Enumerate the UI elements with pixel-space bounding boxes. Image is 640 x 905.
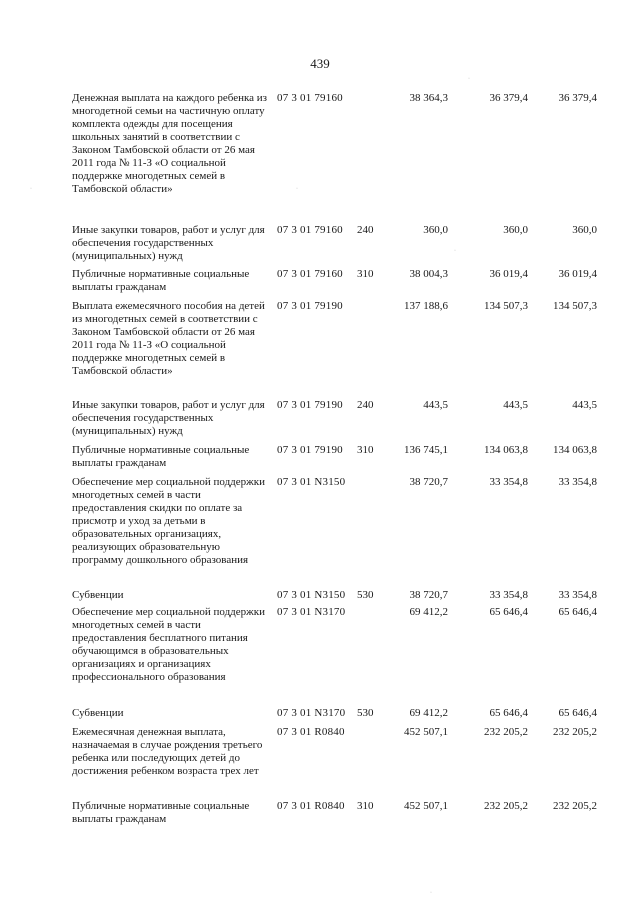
row-value-3: 232 205,2 bbox=[553, 800, 597, 812]
table-row bbox=[0, 268, 640, 300]
row-expense-type: 530 bbox=[357, 707, 374, 719]
table-row bbox=[0, 800, 640, 830]
row-value-3: 65 646,4 bbox=[558, 707, 597, 719]
row-value-3: 443,5 bbox=[572, 399, 597, 411]
row-value-3: 65 646,4 bbox=[558, 606, 597, 618]
row-code: 07 3 01 79190 bbox=[277, 399, 343, 411]
row-code: 07 3 01 79160 bbox=[277, 268, 343, 280]
row-value-1: 443,5 bbox=[423, 399, 448, 411]
row-description: Публичные нормативные социальные выплаты гражданам bbox=[72, 268, 250, 293]
scan-speck: · bbox=[296, 186, 298, 192]
row-value-2: 443,5 bbox=[503, 399, 528, 411]
row-value-3: 232 205,2 bbox=[553, 726, 597, 738]
page-number: 439 bbox=[310, 56, 330, 71]
row-value-3: 33 354,8 bbox=[558, 589, 597, 601]
row-description: Ежемесячная денежная выплата, назначаемая в случае рождения третьего ребенка или последующих детей до достижения ребенком возраста трех лет bbox=[72, 726, 263, 777]
row-value-2: 65 646,4 bbox=[489, 707, 528, 719]
table-row bbox=[0, 707, 640, 726]
row-value-1: 452 507,1 bbox=[404, 800, 448, 812]
row-code: 07 3 01 N3170 bbox=[277, 606, 346, 618]
table-row bbox=[0, 444, 640, 476]
row-value-1: 38 720,7 bbox=[409, 589, 448, 601]
scan-speck: · bbox=[468, 76, 470, 82]
row-code: 07 3 01 R0840 bbox=[277, 726, 345, 738]
table-row bbox=[0, 589, 640, 606]
row-value-3: 134 063,8 bbox=[553, 444, 597, 456]
row-value-2: 36 019,4 bbox=[489, 268, 528, 280]
row-description: Денежная выплата на каждого ребенка из многодетной семьи на частичную оплату комплекта одежды для посещения школьных занятий в соответствии с Законом Тамбовской области от 26 мая 2011 года № 11-З «О социальной поддержке многодетных семей в Тамбовской области» bbox=[72, 92, 268, 195]
row-value-2: 33 354,8 bbox=[489, 476, 528, 488]
row-value-1: 38 720,7 bbox=[409, 476, 448, 488]
row-value-1: 136 745,1 bbox=[404, 444, 448, 456]
row-value-2: 65 646,4 bbox=[489, 606, 528, 618]
table-row bbox=[0, 726, 640, 800]
row-expense-type: 310 bbox=[357, 268, 374, 280]
table-row bbox=[0, 476, 640, 589]
row-value-3: 33 354,8 bbox=[558, 476, 597, 488]
row-code: 07 3 01 79160 bbox=[277, 92, 343, 104]
row-value-1: 69 412,2 bbox=[409, 606, 448, 618]
row-expense-type: 310 bbox=[357, 444, 374, 456]
scan-speck: · bbox=[30, 186, 32, 192]
row-description: Обеспечение мер социальной поддержки многодетных семей в части предоставления бесплатного питания обучающимся в образовательных организациях и организациях профессионального образования bbox=[72, 606, 265, 683]
table-row bbox=[0, 300, 640, 399]
scan-speck: · bbox=[430, 890, 432, 896]
row-code: 07 3 01 79190 bbox=[277, 300, 343, 312]
table-row bbox=[0, 606, 640, 707]
row-code: 07 3 01 R0840 bbox=[277, 800, 345, 812]
row-value-1: 38 364,3 bbox=[409, 92, 448, 104]
scan-speck: · bbox=[454, 248, 456, 254]
row-value-3: 360,0 bbox=[572, 224, 597, 236]
table-row bbox=[0, 399, 640, 444]
row-code: 07 3 01 N3170 bbox=[277, 707, 346, 719]
row-description: Публичные нормативные социальные выплаты гражданам bbox=[72, 444, 250, 469]
row-value-1: 360,0 bbox=[423, 224, 448, 236]
table-row bbox=[0, 92, 640, 224]
row-value-2: 232 205,2 bbox=[484, 800, 528, 812]
row-description: Обеспечение мер социальной поддержки многодетных семей в части предоставления скидки по оплате за присмотр и уход за детьми в образовательных организациях, реализующих образовательную программу дошкольного образования bbox=[72, 476, 265, 566]
row-description: Иные закупки товаров, работ и услуг для обеспечения государственных (муниципальных) нужд bbox=[72, 399, 265, 437]
row-expense-type: 310 bbox=[357, 800, 374, 812]
row-value-2: 33 354,8 bbox=[489, 589, 528, 601]
row-value-1: 452 507,1 bbox=[404, 726, 448, 738]
row-value-3: 36 379,4 bbox=[558, 92, 597, 104]
row-description: Выплата ежемесячного пособия на детей из многодетных семей в соответствии с Законом Тамбовской области от 26 мая 2011 года № 11-З «О социальной поддержке многодетных семей в Тамбовской области» bbox=[72, 300, 265, 377]
row-value-1: 69 412,2 bbox=[409, 707, 448, 719]
row-description: Иные закупки товаров, работ и услуг для обеспечения государственных (муниципальных) нужд bbox=[72, 224, 265, 262]
row-description: Субвенции bbox=[72, 589, 124, 601]
row-description: Публичные нормативные социальные выплаты гражданам bbox=[72, 800, 250, 825]
row-code: 07 3 01 N3150 bbox=[277, 476, 346, 488]
row-value-1: 38 004,3 bbox=[409, 268, 448, 280]
row-value-2: 360,0 bbox=[503, 224, 528, 236]
row-code: 07 3 01 N3150 bbox=[277, 589, 346, 601]
row-expense-type: 530 bbox=[357, 589, 374, 601]
row-description: Субвенции bbox=[72, 707, 124, 719]
row-value-3: 36 019,4 bbox=[558, 268, 597, 280]
row-expense-type: 240 bbox=[357, 224, 374, 236]
row-value-2: 134 507,3 bbox=[484, 300, 528, 312]
row-value-1: 137 188,6 bbox=[404, 300, 448, 312]
row-value-2: 232 205,2 bbox=[484, 726, 528, 738]
row-value-2: 134 063,8 bbox=[484, 444, 528, 456]
table-row bbox=[0, 224, 640, 268]
budget-table bbox=[0, 92, 640, 830]
row-code: 07 3 01 79190 bbox=[277, 444, 343, 456]
row-expense-type: 240 bbox=[357, 399, 374, 411]
row-code: 07 3 01 79160 bbox=[277, 224, 343, 236]
row-value-2: 36 379,4 bbox=[489, 92, 528, 104]
row-value-3: 134 507,3 bbox=[553, 300, 597, 312]
